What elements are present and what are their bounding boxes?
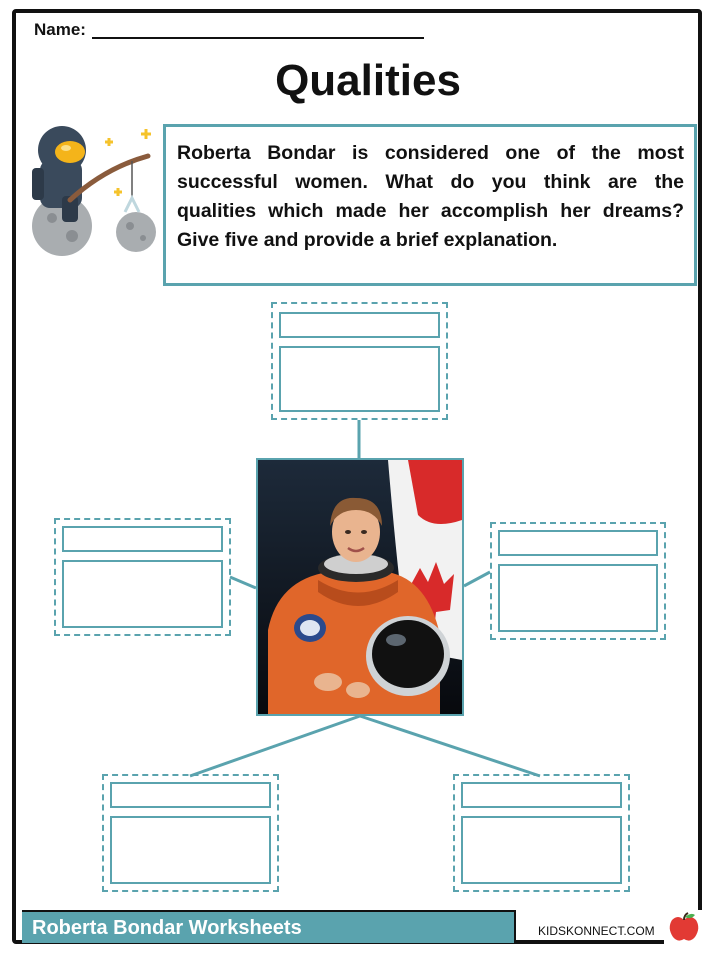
- answer-title-field[interactable]: [461, 782, 622, 808]
- page-title: Qualities: [275, 56, 461, 105]
- answer-body-field[interactable]: [110, 816, 271, 884]
- answer-title-field[interactable]: [498, 530, 658, 556]
- answer-title-field[interactable]: [279, 312, 440, 338]
- instruction-text: Roberta Bondar is considered one of the most successful women. What do you think are the qualities which made her accomplish her dreams? Give five and provide a brief explanation.: [163, 124, 697, 286]
- answer-title-field[interactable]: [110, 782, 271, 808]
- answer-body-field[interactable]: [461, 816, 622, 884]
- answer-body-field[interactable]: [498, 564, 658, 632]
- name-label: Name:: [34, 20, 86, 39]
- answer-box-right[interactable]: [490, 522, 666, 640]
- answer-body-field[interactable]: [279, 346, 440, 412]
- footer-title: Roberta Bondar Worksheets: [22, 910, 516, 943]
- answer-body-field[interactable]: [62, 560, 223, 628]
- footer-site-link[interactable]: KIDSKONNECT.COM: [538, 924, 655, 938]
- answer-title-field[interactable]: [62, 526, 223, 552]
- answer-box-top[interactable]: [271, 302, 448, 420]
- astronaut-fishing-icon: [0, 0, 170, 270]
- answer-box-left[interactable]: [54, 518, 231, 636]
- answer-box-bottom-right[interactable]: [453, 774, 630, 892]
- answer-box-bottom-left[interactable]: [102, 774, 279, 892]
- apple-logo-icon: [664, 910, 704, 944]
- astronaut-portrait-photo: [256, 458, 464, 716]
